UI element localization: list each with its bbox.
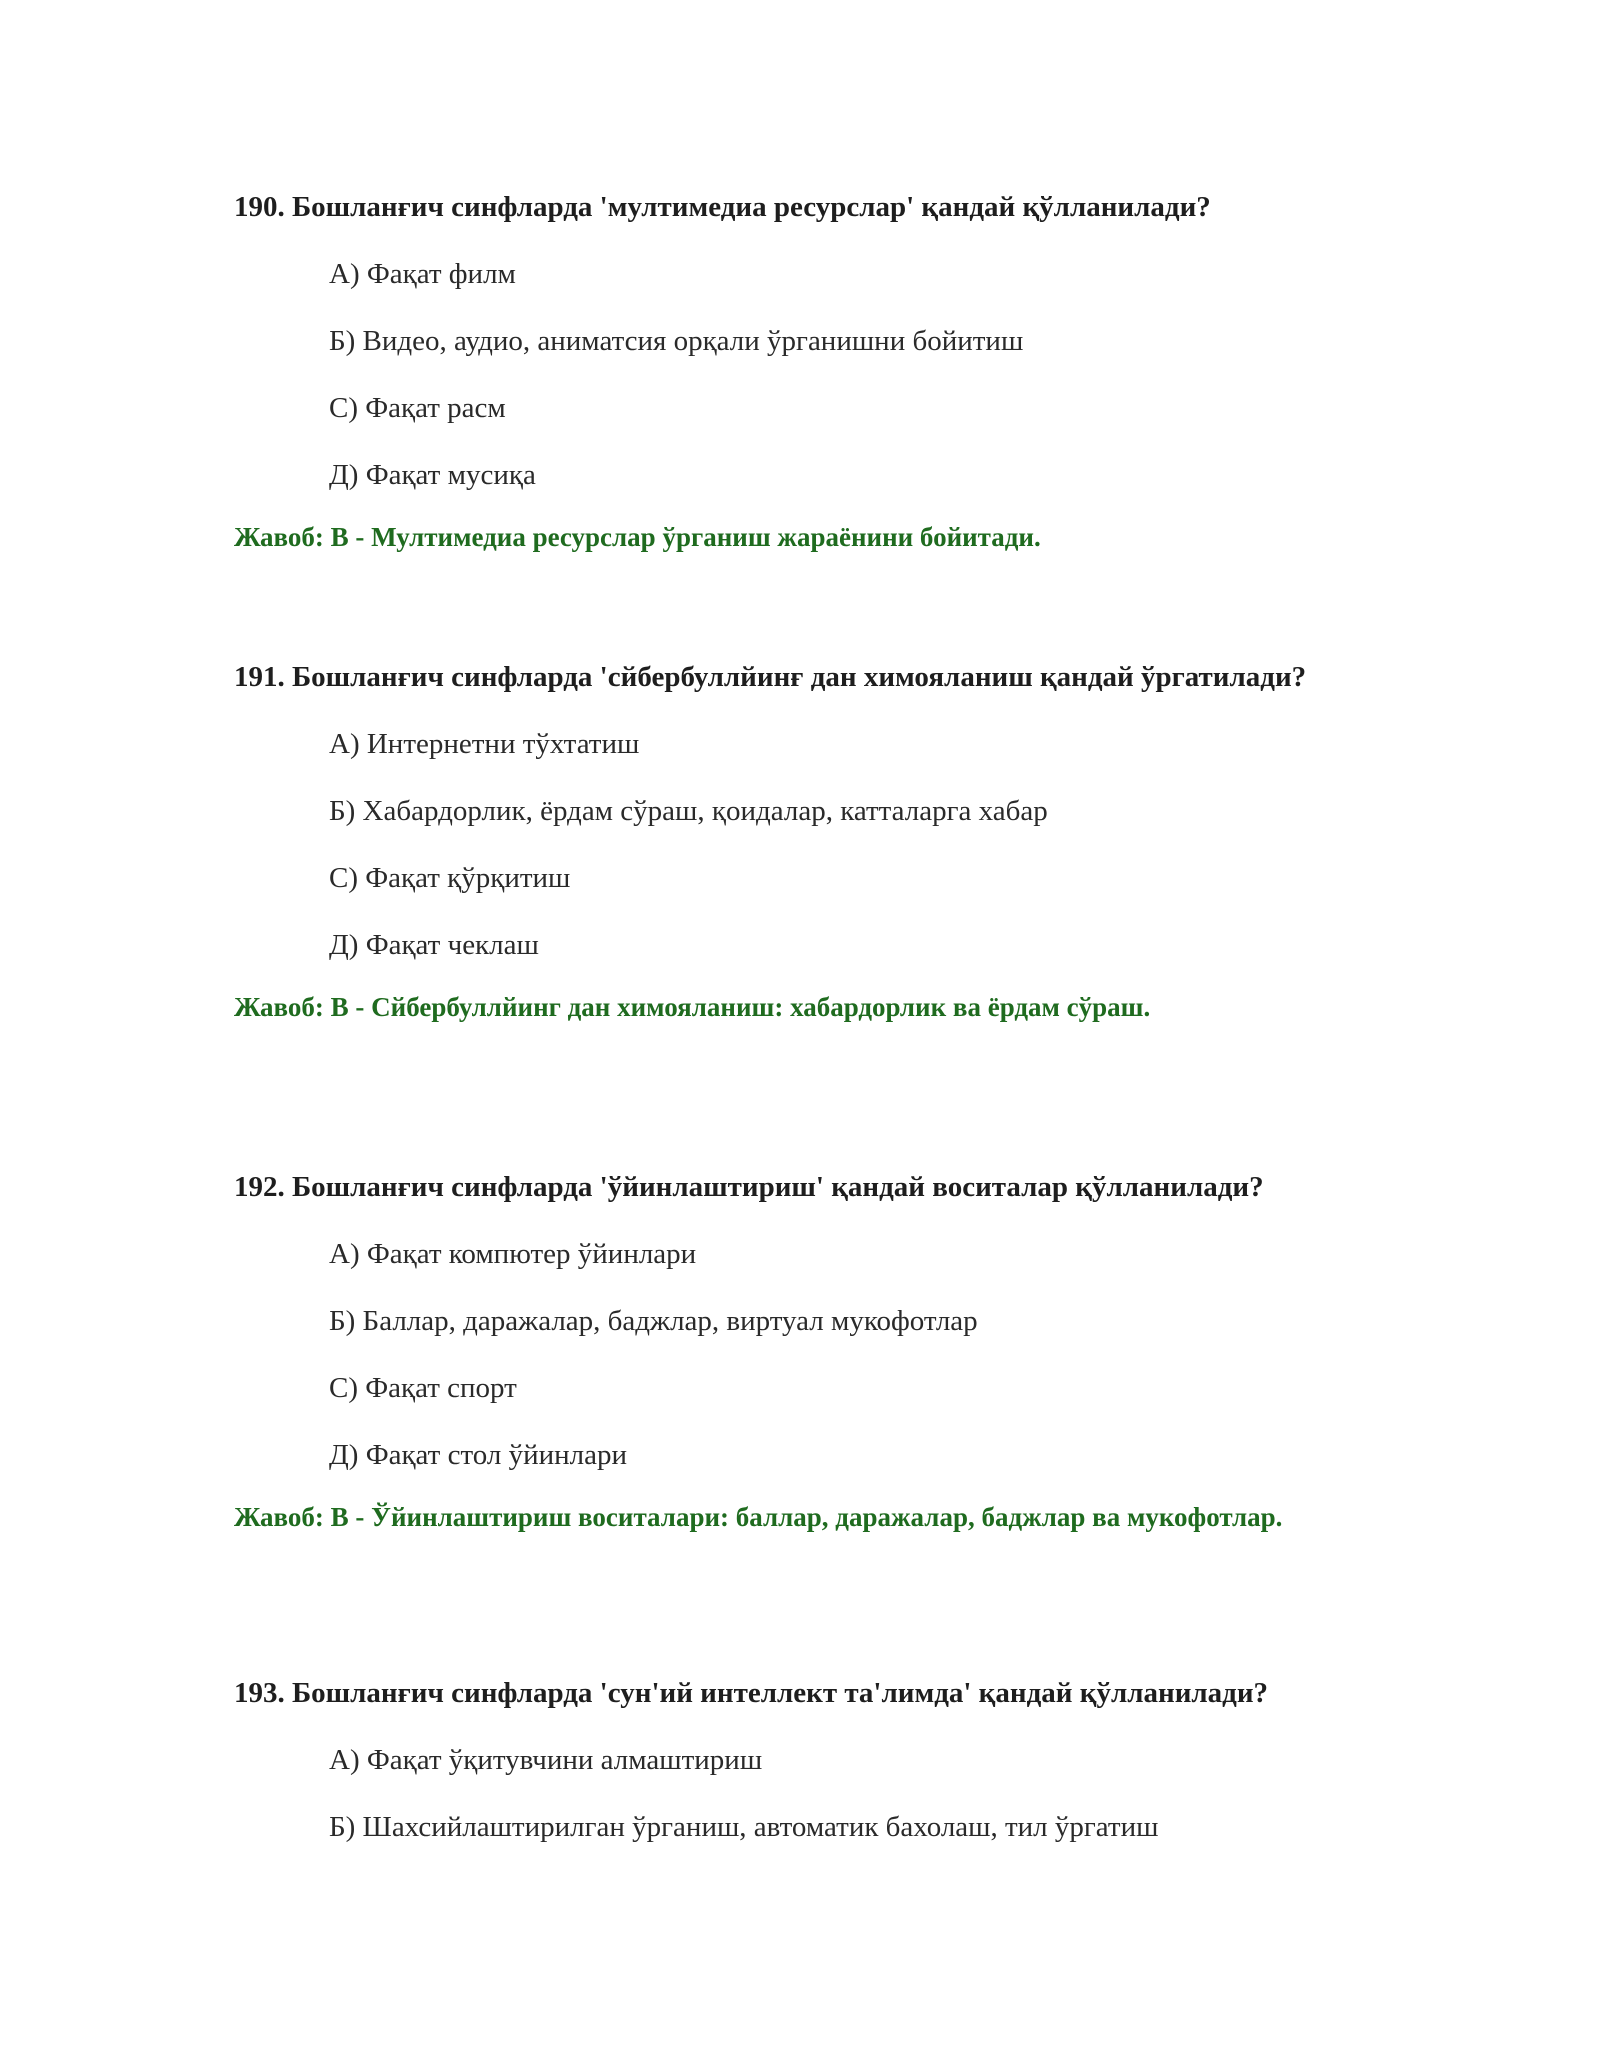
answer-text: Жавоб: B - Ўйинлаштириш воситалари: баллар, даражалар, баджлар ва мукофотлар. <box>234 1502 1283 1532</box>
option-d: Д) Фақат чеклаш <box>329 929 539 961</box>
option-c: С) Фақат спорт <box>329 1372 517 1404</box>
options-list <box>234 1234 1394 1502</box>
answer-text: Жавоб: B - Сйбербуллйинг дан химояланиш: хабардорлик ва ёрдам сўраш. <box>234 992 1151 1022</box>
option-b: Б) Баллар, даражалар, баджлар, виртуал мукофотлар <box>329 1305 978 1337</box>
option-a: А) Фақат филм <box>329 258 516 290</box>
option-b: Б) Шахсийлаштирилган ўрганиш, автоматик бахолаш, тил ўргатиш <box>329 1811 1159 1843</box>
options-list <box>234 1740 1394 1874</box>
question-190 <box>234 186 1394 556</box>
options-list <box>234 724 1394 992</box>
option-b: Б) Хабардорлик, ёрдам сўраш, қоидалар, катталарга хабар <box>329 795 1048 827</box>
option-c: С) Фақат расм <box>329 392 506 424</box>
question-text: 193. Бошланғич синфларда 'сун'ий интеллект та'лимда' қандай қўлланилади? <box>234 1677 1269 1709</box>
option-c: С) Фақат қўрқитиш <box>329 862 571 894</box>
option-a: А) Фақат компютер ўйинлари <box>329 1238 697 1270</box>
question-text: 192. Бошланғич синфларда 'ўйинлаштириш' қандай воситалар қўлланилади? <box>234 1171 1264 1203</box>
question-text: 190. Бошланғич синфларда 'мултимедиа ресурслар' қандай қўлланилади? <box>234 191 1211 223</box>
option-b: Б) Видео, аудио, аниматсия орқали ўрганишни бойитиш <box>329 325 1024 357</box>
question-191 <box>234 656 1394 1026</box>
question-192 <box>234 1166 1394 1536</box>
question-text: 191. Бошланғич синфларда 'сйбербуллйинғ дан химояланиш қандай ўргатилади? <box>234 661 1307 693</box>
option-d: Д) Фақат мусиқа <box>329 459 536 491</box>
options-list <box>234 254 1394 522</box>
answer-text: Жавоб: B - Мултимедиа ресурслар ўрганиш жараёнини бойитади. <box>234 522 1041 552</box>
option-d: Д) Фақат стол ўйинлари <box>329 1439 628 1471</box>
option-a: А) Фақат ўқитувчини алмаштириш <box>329 1744 763 1776</box>
question-193 <box>234 1672 1394 1874</box>
option-a: А) Интернетни тўхтатиш <box>329 728 640 760</box>
